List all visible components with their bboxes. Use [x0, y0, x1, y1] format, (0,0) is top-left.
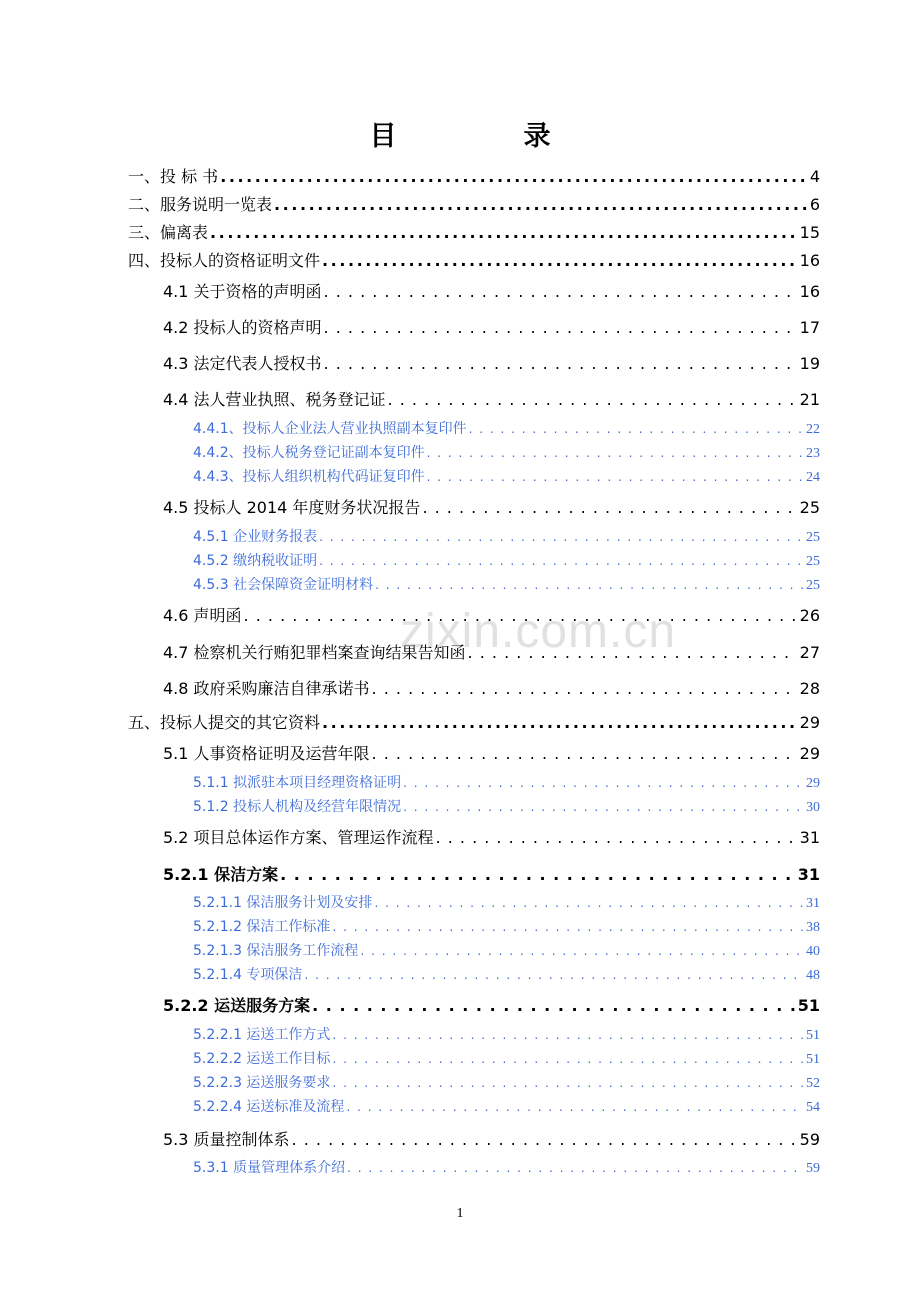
toc-dot-leader [274, 195, 808, 214]
toc-entry-page-number: 26 [799, 606, 820, 625]
toc-entry-title: 5.2.2 运送服务方案 [163, 996, 311, 1015]
toc-entry[interactable] [163, 825, 820, 848]
toc-dot-leader [304, 968, 804, 982]
toc-dot-leader [436, 828, 798, 847]
toc-entry-page-number: 54 [806, 1100, 820, 1115]
toc-dot-leader [319, 530, 804, 544]
toc-entry[interactable] [193, 916, 820, 936]
toc-entry[interactable] [163, 315, 820, 338]
toc-entry-title: 五、投标人提交的其它资料 [128, 713, 321, 732]
toc-dot-leader [332, 920, 804, 934]
toc-entry[interactable] [193, 964, 820, 984]
toc-entry-title: 5.3.1 质量管理体系介绍 [193, 1160, 346, 1176]
toc-entry-page-number: 51 [806, 1052, 820, 1067]
toc-entry-title: 5.2.2.1 运送工作方式 [193, 1027, 331, 1043]
toc-entry[interactable] [193, 772, 820, 792]
toc-entry-page-number: 48 [806, 968, 820, 983]
toc-entry-title: 5.2.1.2 保洁工作标准 [193, 919, 331, 935]
toc-dot-leader [319, 554, 804, 568]
toc-dot-leader [324, 354, 798, 373]
toc-entry-page-number: 29 [799, 744, 820, 763]
toc-dot-leader [324, 318, 798, 337]
toc-entry-title: 5.2.1.1 保洁服务计划及安排 [193, 895, 373, 911]
toc-entry[interactable] [193, 1024, 820, 1044]
toc-entry[interactable] [193, 550, 820, 570]
toc-entry[interactable] [193, 442, 820, 462]
toc-dot-leader [324, 282, 798, 301]
toc-entry-page-number: 21 [799, 390, 820, 409]
toc-entry-page-number: 59 [806, 1161, 820, 1176]
toc-entry-title: 4.4 法人营业执照、税务登记证 [163, 390, 386, 409]
toc-dot-leader [403, 776, 804, 790]
toc-entry-page-number: 40 [806, 944, 820, 959]
toc-dot-leader [469, 422, 804, 436]
toc-entry-page-number: 29 [799, 713, 820, 732]
toc-entry-title: 5.1.1 拟派驻本项目经理资格证明 [193, 775, 402, 791]
toc-entry-page-number: 28 [799, 679, 820, 698]
toc-entry-title: 四、投标人的资格证明文件 [128, 251, 321, 270]
toc-entry-title: 4.4.1、投标人企业法人营业执照副本复印件 [193, 421, 467, 437]
toc-entry[interactable] [163, 495, 820, 518]
toc-entry[interactable] [193, 1157, 820, 1177]
toc-entry-page-number: 25 [806, 530, 820, 545]
toc-entry[interactable] [193, 574, 820, 594]
toc-dot-leader [332, 1052, 804, 1066]
toc-entry[interactable] [163, 603, 820, 626]
page-title: 目 录 [369, 121, 601, 152]
toc-entry-page-number: 52 [806, 1076, 820, 1091]
toc-entry-title: 4.5.2 缴纳税收证明 [193, 553, 318, 569]
toc-entry-page-number: 19 [799, 354, 820, 373]
toc-entry[interactable] [163, 279, 820, 302]
toc-entry-title: 4.7 检察机关行贿犯罪档案查询结果告知函 [163, 643, 466, 662]
toc-entry-page-number: 30 [806, 800, 820, 815]
toc-entry-page-number: 15 [799, 223, 820, 242]
toc-entry-page-number: 27 [799, 643, 820, 662]
toc-entry-title: 5.2.2.3 运送服务要求 [193, 1075, 331, 1091]
toc-entry-page-number: 25 [806, 578, 820, 593]
toc-dot-leader [427, 446, 804, 460]
toc-entry-page-number: 22 [806, 422, 820, 437]
toc-dot-leader [220, 167, 808, 186]
toc-entry[interactable] [193, 526, 820, 546]
toc-entry-page-number: 51 [797, 996, 820, 1015]
toc-entry-page-number: 25 [799, 498, 820, 517]
toc-entry[interactable] [163, 351, 820, 374]
toc-entry-title: 5.2.2.4 运送标准及流程 [193, 1099, 345, 1115]
toc-entry-title: 4.6 声明函 [163, 606, 242, 625]
toc-entry-page-number: 31 [806, 896, 820, 911]
toc-entry-page-number: 16 [799, 282, 820, 301]
toc-dot-leader [360, 944, 804, 958]
toc-dot-leader [292, 1130, 798, 1149]
toc-entry-title: 二、服务说明一览表 [128, 195, 273, 214]
toc-entry[interactable] [163, 862, 820, 885]
toc-entry[interactable] [163, 1127, 820, 1150]
toc-entry-page-number: 31 [797, 865, 820, 884]
toc-entry-title: 5.1.2 投标人机构及经营年限情况 [193, 799, 402, 815]
toc-dot-leader [403, 800, 804, 814]
toc-entry[interactable] [163, 993, 820, 1016]
toc-entry-page-number: 29 [806, 776, 820, 791]
toc-entry-title: 4.4.2、投标人税务登记证副本复印件 [193, 445, 425, 461]
toc-entry[interactable] [193, 1048, 820, 1068]
toc-entry-page-number: 16 [799, 251, 820, 270]
toc-entry-title: 5.1 人事资格证明及运营年限 [163, 744, 370, 763]
toc-entry-title: 4.5.1 企业财务报表 [193, 529, 318, 545]
toc-dot-leader [346, 1100, 804, 1114]
toc-entry-title: 5.3 质量控制体系 [163, 1130, 290, 1149]
toc-entry-title: 4.2 投标人的资格声明 [163, 318, 322, 337]
toc-entry-title: 4.5.3 社会保障资金证明材料 [193, 577, 374, 593]
toc-entry[interactable] [193, 940, 820, 960]
toc-entry[interactable] [163, 387, 820, 410]
toc-entry-title: 5.2.2.2 运送工作目标 [193, 1051, 331, 1067]
toc-dot-leader [244, 606, 798, 625]
toc-entry-page-number: 25 [806, 554, 820, 569]
toc-entry[interactable] [128, 248, 820, 271]
toc-dot-leader [427, 470, 804, 484]
toc-entry-title: 4.1 关于资格的声明函 [163, 282, 322, 301]
toc-dot-leader [322, 251, 798, 270]
toc-entry[interactable] [193, 418, 820, 438]
toc-entry-page-number: 51 [806, 1028, 820, 1043]
toc-dot-leader [322, 713, 798, 732]
toc-entry-title: 4.5 投标人 2014 年度财务状况报告 [163, 498, 421, 517]
watermark: zixin.com.cn [400, 605, 677, 658]
toc-entry-title: 5.2.1 保洁方案 [163, 865, 279, 884]
toc-dot-leader [312, 996, 796, 1015]
toc-entry-title: 4.8 政府采购廉洁自律承诺书 [163, 679, 370, 698]
toc-entry-page-number: 31 [799, 828, 820, 847]
toc-entry-page-number: 38 [806, 920, 820, 935]
toc-dot-leader [332, 1028, 804, 1042]
toc-entry-page-number: 23 [806, 446, 820, 461]
toc-entry-page-number: 24 [806, 470, 820, 485]
toc-entry[interactable] [193, 892, 820, 912]
toc-dot-leader [375, 578, 804, 592]
toc-dot-leader [332, 1076, 804, 1090]
toc-entry[interactable] [163, 640, 820, 663]
toc-entry[interactable] [128, 220, 820, 243]
toc-dot-leader [422, 498, 797, 517]
toc-dot-leader [210, 223, 798, 242]
toc-entry[interactable] [128, 192, 820, 215]
toc-entry-page-number: 4 [809, 167, 820, 186]
toc-entry-page-number: 17 [799, 318, 820, 337]
toc-entry[interactable] [193, 1096, 820, 1116]
toc-entry[interactable] [128, 710, 820, 733]
toc-dot-leader [280, 865, 796, 884]
page-number: 1 [456, 1206, 464, 1221]
toc-entry[interactable] [163, 676, 820, 699]
toc-entry-title: 三、偏离表 [128, 223, 209, 242]
toc-dot-leader [347, 1161, 804, 1175]
toc-dot-leader [372, 744, 798, 763]
toc-dot-leader [388, 390, 798, 409]
toc-entry-title: 5.2 项目总体运作方案、管理运作流程 [163, 828, 434, 847]
toc-entry[interactable] [193, 796, 820, 816]
toc-entry[interactable] [193, 1072, 820, 1092]
toc-dot-leader [468, 643, 798, 662]
toc-dot-leader [374, 896, 804, 910]
toc-entry-title: 4.4.3、投标人组织机构代码证复印件 [193, 469, 425, 485]
toc-entry-title: 4.3 法定代表人授权书 [163, 354, 322, 373]
toc-entry-title: 一、投 标 书 [128, 167, 219, 186]
toc-entry-page-number: 6 [809, 195, 820, 214]
toc-entry-title: 5.2.1.3 保洁服务工作流程 [193, 943, 359, 959]
toc-entry-page-number: 59 [799, 1130, 820, 1149]
toc-entry[interactable] [128, 164, 820, 187]
toc-dot-leader [372, 679, 798, 698]
toc-entry-title: 5.2.1.4 专项保洁 [193, 967, 303, 983]
toc-entry[interactable] [163, 741, 820, 764]
toc-entry[interactable] [193, 466, 820, 486]
